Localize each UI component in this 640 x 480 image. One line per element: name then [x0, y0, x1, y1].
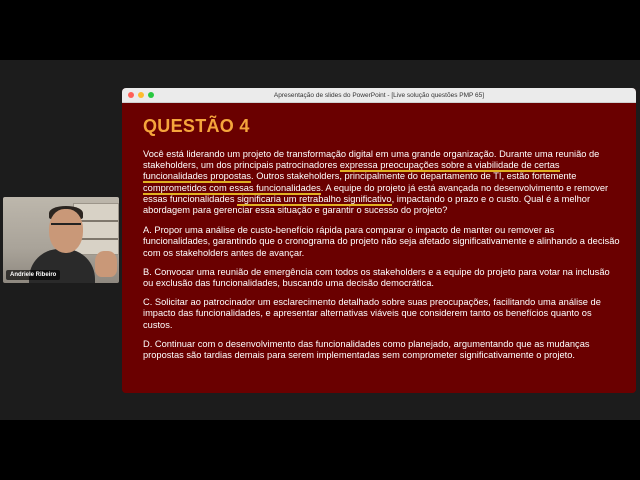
question-body	[143, 149, 621, 369]
letterbox-bottom	[0, 420, 640, 480]
participant-name-label: Andriele Ribeiro	[6, 270, 60, 280]
stem-text-4: , impactando o prazo e o custo. Qual é a melhor abordagem para gerenciar essa situação e garantir o sucesso do projeto?	[143, 193, 591, 216]
option-a: A. Propor uma análise de custo-benefício rápida para comparar o impacto de manter ou remover as funcionalidades, garantindo que o cronograma do projeto não seja afetado significativamente e alinhando a decisão com os stakeholders antes de avançar.	[143, 225, 620, 258]
letterbox-top	[0, 0, 640, 60]
powerpoint-window	[122, 88, 636, 393]
stem-highlight-2: comprometidos com essas funcionalidades	[143, 182, 321, 193]
option-c: C. Solicitar ao patrocinador um esclarecimento detalhado sobre suas preocupações, facilitando uma análise de impacto das funcionalidades, e apresentar alternativas viáveis que considerem tanto os benefícios quanto os custos.	[143, 297, 601, 330]
window-titlebar[interactable]	[122, 88, 636, 103]
presenter-hand	[95, 251, 117, 277]
stem-highlight-3: significaria um retrabalho significativo	[237, 193, 392, 204]
stem-text-1: Você está liderando um projeto de transformação digital em uma grande organização. Durante uma reunião de stakeholders, um dos principais patrocinadores	[143, 149, 600, 171]
question-title: QUESTÃO 4	[143, 116, 250, 136]
stem-text-2: . Outros stakeholders, principalmente do departamento de TI, estão fortemente	[251, 171, 577, 182]
option-d: D. Continuar com o desenvolvimento das funcionalidades como planejado, argumentando que as mudanças propostas são tardias demais para serem implementadas sem comprometer significativamente o projeto.	[143, 338, 590, 361]
window-title: Apresentação de slides do PowerPoint - [Live solução questões PMP 65]	[273, 91, 485, 99]
stem-text-3: . A equipe do projeto já está avançada no desenvolvimento e remover essas funcionalidades	[143, 182, 609, 204]
option-b: B. Convocar uma reunião de emergência com todos os stakeholders e a equipe do projeto para votar na inclusão ou exclusão das funcionalidades, buscando uma decisão democrática.	[143, 266, 610, 289]
presenter-glasses	[51, 223, 81, 233]
slide-canvas	[122, 103, 636, 393]
webcam-tile[interactable]	[3, 197, 119, 283]
question-stem	[143, 149, 621, 216]
stem-highlight-1: expressa preocupações sobre a viabilidade de certas funcionalidades propostas	[143, 160, 560, 182]
